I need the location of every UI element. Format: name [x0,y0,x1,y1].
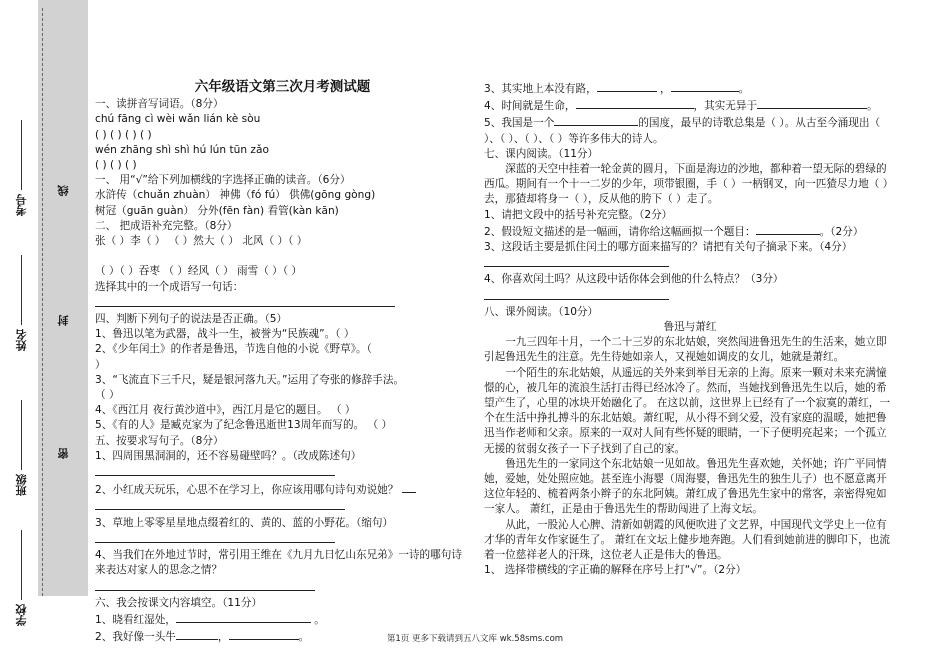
seal-mark-seal: 封 [57,315,70,326]
left-line: 树冠（guān guàn） 分外(fēn fàn) 看管(kàn kān) [95,204,339,217]
answer-line[interactable] [484,255,896,272]
answer-line[interactable] [95,579,470,596]
exam-number-field: 考号 [14,120,30,216]
right-line: 4、你喜欢闰土吗？从这段中话你体会到他的什么特点？（3分） [484,273,784,286]
left-line: 选择其中的一个成语写一句话： [95,280,244,293]
left-line: （ ） [95,389,120,402]
right-line: 八、课外阅读。（10分） [484,305,599,318]
binding-dashed-line [42,8,43,596]
right-column [484,80,896,579]
left-line: 一、读拼音写词语。（8分） [95,98,224,111]
reading-passage: 深蓝的天空中挂着一轮金黄的圆月，下面是海边的沙地，都种着一望无际的碧绿的西瓜。期间有一个十一二岁的少年，项带银圈，手（ ）一柄钢叉，向一匹猹尽力地（ ）去，那猹却将身一（ ），反从他的胯下（ ）走了。 [484,163,894,206]
binding-strip [38,0,88,596]
left-line: 2、《少年闰土》的作者是鲁迅，节选自他的小说《野草》。（ [95,343,372,356]
left-line: wén zhāng shì shì hú lún tūn zǎo [95,143,269,156]
answer-line[interactable] [95,498,470,515]
right-line: 4、时间就是生命， ，其实无异于 。 [484,97,896,114]
left-line: 六、我会按课文内容填空。（11分） [95,596,263,609]
right-line: 1、 选择带横线的字正确的解释在序号上打“√”。（2分） [484,564,747,577]
left-line: 5、《有的人》是臧克家为了纪念鲁迅逝世13周年而写的。 （ ） [95,419,393,432]
left-column [95,80,470,645]
name-field: 姓名 [14,255,30,351]
left-line: chú fāng cì wèi wǎn lián kè sòu [95,113,261,126]
left-line: ( ) ( ) ( ) [95,159,137,172]
right-line: 七、课内阅读。（11分） [484,147,599,160]
left-line: 3、草地上零零星星地点缀着红的、黄的、蓝的小野花。（缩句） [95,516,394,529]
left-line: 1、鲁迅以笔为武器，战斗一生，被誉为“民族魂”。（ ） [95,328,355,341]
story-paragraph: 从此，一股沁人心脾、清新如朝霞的风便吹进了文艺界，中国现代文学史上一位有才华的青年女作家诞生了。 萧红在文坛上健步地奔跑。人们看到她前进的脚印下，也流着一位慈祥老人的汗珠，这位老人正是伟大的鲁迅。 [484,518,890,562]
right-line: 5、我国是一个 的国度，最早的诗歌总集是（ ）。从古至今涌现出（ ）、（ ）、（ ）、（ ）等许多伟大的诗人。 [484,114,896,146]
right-line: 2、假设短文描述的是一幅画，请你给这幅画拟一个题目： 。（2分） [484,223,896,240]
left-line: 4、当我们在外地过节时，常引用王维在《九月九日忆山东兄弟》一诗的哪句诗来表达对家人的思念之情？ [95,549,462,577]
left-line: 2、我好像一头牛 ， 。 [95,628,470,645]
left-line: ( ) ( ) ( ) ( ) [95,128,152,141]
left-line: 3、“飞流直下三千尺，疑是银河落九天。”运用了夸张的修辞手法。 [95,373,405,386]
school-field: 学校 [14,530,30,626]
answer-line[interactable] [484,288,896,305]
left-line: 一、 用“√”给下列加横线的字选择正确的读音。（6分） [95,174,351,187]
left-line: 2、小红成天玩乐，心思不在学习上，你应该用哪句诗句劝说她？ [95,481,470,498]
answer-line[interactable] [95,295,470,312]
seal-mark-line: 线 [57,185,70,196]
left-line: 4、《西江月 夜行黄沙道中》，西江月是它的题目。 （ ） [95,404,356,417]
class-field: 班级 [14,400,30,496]
left-line: 四、判断下列句子的说法是否正确。（5） [95,313,288,326]
page-title: 六年级语文第三次月考测试题 [194,79,371,95]
page-footer: 第1页 更多下载请到五八文库 wk.58sms.com [386,634,564,644]
right-line: 3、其实地上本没有路， ， 。 [484,80,896,97]
left-line: 1、四周围黑洞洞的，还不容易碰壁吗？。（改成陈述句） [95,449,362,462]
left-line: 二、 把成语补充完整。（8分） [95,219,238,232]
left-line [95,249,470,264]
left-line: 五、按要求写句子。（8分） [95,434,224,447]
story-paragraph: 鲁迅先生的一家同这个东北姑娘一见如故。鲁迅先生喜欢她，关怀她；许广平同情她，爱她，处处照应她。甚至连小海婴（周海婴，鲁迅先生的独生儿子）也不愿意离开这位年轻的、梳着两条小辫子的东北阿姨。萧红成了鲁迅先生家中的常客，亲密得宛如一家人。 萧红，正是由于鲁迅先生的帮助闯进了上海文坛。 [484,457,887,516]
left-line: ） [95,358,106,371]
left-line: 水浒传（chuǎn zhuàn） 神佛（fó fú） 供佛(gōng gòng) [95,189,376,202]
answer-line[interactable] [95,464,470,481]
story-title: 鲁迅与萧红 [663,321,717,334]
left-line: 1、晓看红湿处， 。 [95,611,470,628]
story-paragraph: 一个陌生的东北姑娘，从遥远的关外来到举目无亲的上海。原来一颗对未来充满憧憬的心，被几年的流浪生活打击得已经冰冷了。然而，当她找到鲁迅先生以后，她的希望产生了，心里的冰块开始融化了。 在这以前，这世界上已经有了一个寂寞的萧红，一个在生活中挣扎搏斗的东北姑娘。萧红呢，从小得不到父爱，没有家庭的温暖，她把鲁迅当作老师和父亲。原来的一双对人间有些怀疑的眼睛，一下子便明亮起来；一个孤立无援的贫弱女孩子一下子找到了自己的家。 [484,366,890,455]
story-paragraph: 一九三四年十月，一个二十三岁的东北姑娘，突然闯进鲁迅先生的生活来，她立即引起鲁迅先生的注意。先生待她如亲人，又视她如调皮的女儿，她就是萧红。 [484,336,887,364]
seal-mark-secret: 密 [57,448,70,459]
left-line: 张（ ）李（ ） （ ）然大（ ） 北风（ ）（ ） [95,235,308,248]
right-line: 1、请把文段中的括号补充完整。（2分） [484,208,673,221]
right-line: 3、这段话主要是抓住闰土的哪方面来描写的？请把有关句子摘录下来。（4分） [484,241,853,254]
left-line: （ ）（ ）吞枣 （ ）经风（ ） 雨雪（ ）（ ） [95,265,303,278]
answer-line[interactable] [95,531,470,548]
